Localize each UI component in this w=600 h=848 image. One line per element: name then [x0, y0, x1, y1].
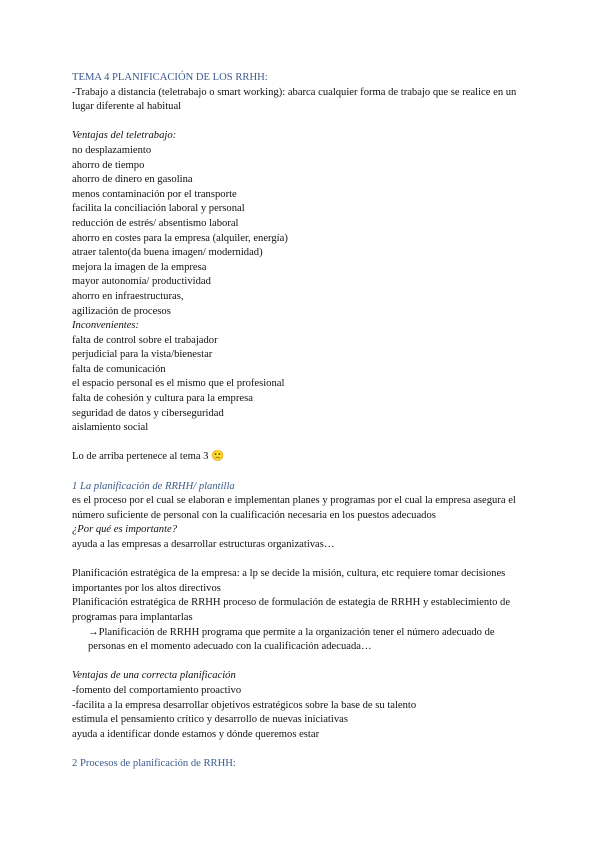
list-item: agilización de procesos — [72, 305, 171, 317]
list-item: no desplazamiento — [72, 144, 152, 156]
planif-programa-paragraph: →Planificación de RRHH programa que permite a la organización tener el número adecuado de personas en el momento adecuado con la cualificación adecuada… — [88, 626, 495, 653]
inconvenientes-heading: Inconvenientes: — [72, 320, 140, 332]
why-question: ¿Por qué es importante? — [72, 524, 178, 536]
document-body — [72, 71, 532, 772]
spacer — [72, 115, 532, 130]
list-item: falta de cohesión y cultura para la empresa — [72, 393, 253, 405]
spacer — [72, 742, 532, 757]
ventajas-heading: Ventajas del teletrabajo: — [72, 130, 177, 142]
list-item: aislamiento social — [72, 422, 149, 434]
spacer — [72, 436, 532, 451]
list-item: menos contaminación por el transporte — [72, 188, 237, 200]
list-item: ahorro en costes para la empresa (alquiler, energía) — [72, 232, 288, 244]
list-item: seguridad de datos y ciberseguridad — [72, 407, 224, 419]
list-item: ayuda a identificar donde estamos y dónde queremos estar — [72, 728, 320, 740]
section1-text: es el proceso por el cual se elaboran e implementan planes y programas por el cual la empresa asegura el número suficiente de personal con la cualificación necesaria en los puestos adecuados — [72, 495, 516, 521]
why-answer: ayuda a las empresas a desarrollar estructuras organizativas… — [72, 539, 335, 550]
section2-heading: 2 Procesos de planificación de RRHH: — [72, 757, 236, 769]
list-item: el espacio personal es el mismo que el profesional — [72, 378, 285, 390]
list-item: falta de comunicación — [72, 363, 166, 375]
list-item: reducción de estrés/ absentismo laboral — [72, 217, 239, 229]
list-item: ahorro en infraestructuras, — [72, 290, 184, 302]
list-item: ahorro de tiempo — [72, 159, 145, 171]
note-line: Lo de arriba pertenece al tema 3 🙁 — [72, 451, 225, 463]
spacer — [72, 465, 532, 480]
list-item: mayor autonomía/ productividad — [72, 276, 211, 288]
spacer — [72, 553, 532, 568]
spacer — [72, 655, 532, 670]
intro-paragraph: -Trabajo a distancia (teletrabajo o smart working): abarca cualquier forma de trabajo que se realice en un lugar diferente al habitual — [72, 86, 517, 113]
list-item: -facilita a la empresa desarrollar objetivos estratégicos sobre la base de su talento — [72, 699, 417, 711]
list-item: estimula el pensamiento crítico y desarrollo de nuevas iniciativas — [72, 714, 348, 726]
list-item: ahorro de dinero en gasolina — [72, 174, 193, 186]
list-item: mejora la imagen de la empresa — [72, 261, 207, 273]
planif-empresa-paragraph: Planificación estratégica de la empresa: a lp se decide la misión, cultura, etc requiere tomar decisiones importantes por los altos directivos — [72, 568, 506, 594]
list-item: perjudicial para la vista/bienestar — [72, 349, 213, 361]
planif-rrhh-paragraph: Planificación estratégica de RRHH proceso de formulación de estategia de RRHH y establecimiento de programas para implantarlas — [72, 597, 511, 623]
list-item: falta de control sobre el trabajador — [72, 334, 218, 346]
list-item: facilita la conciliación laboral y personal — [72, 203, 245, 215]
document-title: TEMA 4 PLANIFICACIÓN DE LOS RRHH: — [72, 72, 268, 83]
ventajas-planif-heading: Ventajas de una correcta planificación — [72, 670, 236, 682]
section1-heading: 1 La planificación de RRHH/ plantilla — [72, 480, 235, 492]
list-item: atraer talento(da buena imagen/ modernidad) — [72, 247, 263, 259]
list-item: -fomento del comportamiento proactivo — [72, 684, 242, 696]
